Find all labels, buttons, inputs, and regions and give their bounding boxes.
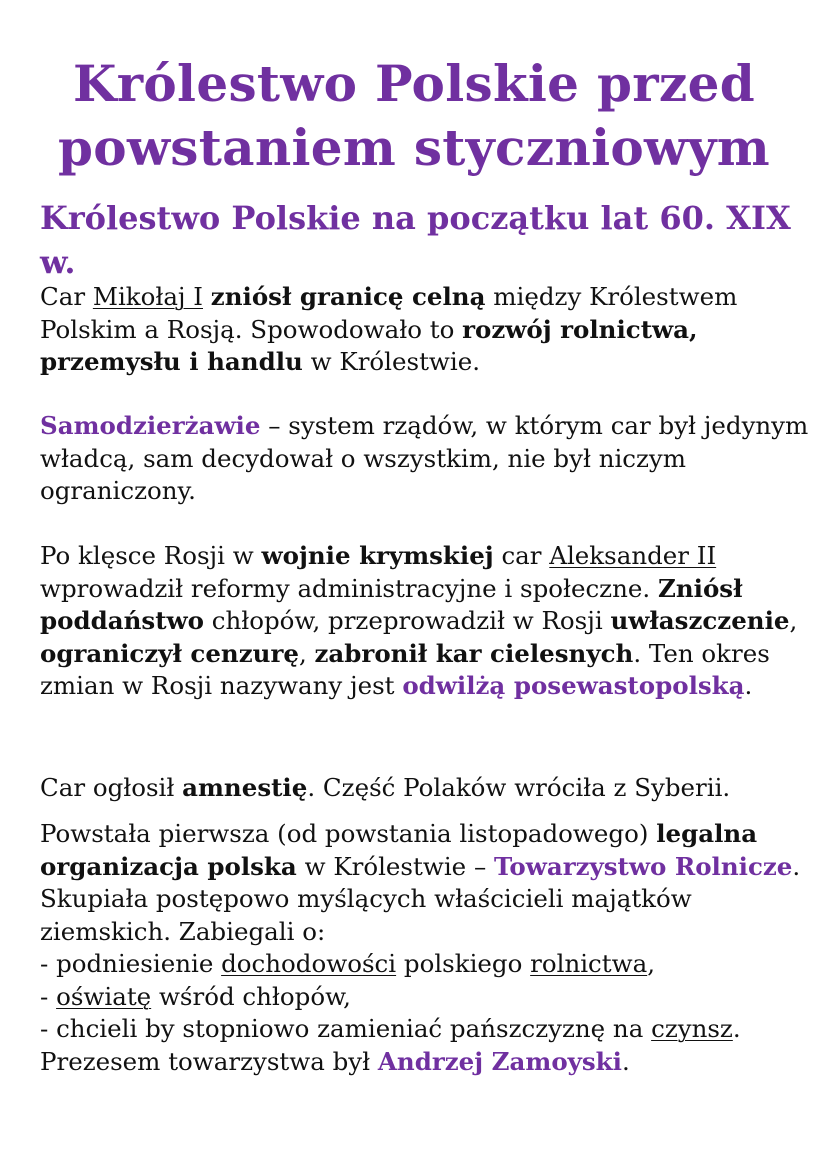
text-run <box>203 282 211 311</box>
paragraph-customs-border <box>40 281 810 379</box>
list-item <box>40 949 655 978</box>
text-run: w Królestwie. <box>302 347 481 376</box>
text-run: wśród chłopów, <box>151 981 351 1011</box>
text-run: Po klęsce Rosji w <box>40 541 262 570</box>
bold-phrase-legal-organization: legalna organizacja polska <box>40 819 758 881</box>
title-line-2: powstaniem styczniowym <box>58 118 770 177</box>
paragraph-agricultural-society <box>40 818 810 1078</box>
text-run: Car <box>40 282 93 311</box>
text-run: polskiego <box>396 949 531 978</box>
underlined-name-mikolaj: Mikołaj I <box>92 282 203 311</box>
underlined-name-aleksander: Aleksander II <box>549 541 717 570</box>
text-run: w Królestwie – <box>296 851 494 881</box>
text-run: . Skupiała postępowo myślących właścicieli majątków ziemskich. Zabiegali o: <box>40 851 801 946</box>
bold-phrase-customs-border: zniósł granicę celną <box>210 282 486 311</box>
text-run: . <box>744 671 753 700</box>
text-run: Prezesem towarzystwa był <box>40 1046 378 1076</box>
paragraph-autocracy-definition <box>40 410 810 508</box>
underlined-word: rolnictwa <box>530 949 648 978</box>
page-title <box>0 52 828 180</box>
text-run: – system rządów, w którym car był jedynym władcą, sam decydował o wszystkim, nie był niczym ograniczony. <box>40 411 809 505</box>
underlined-word: czynsz <box>651 1014 733 1043</box>
bold-phrase-censorship: ograniczył cenzurę <box>40 638 299 668</box>
text-run: Car ogłosił <box>40 773 183 802</box>
text-run: chłopów, przeprowadził w Rosji <box>203 606 611 635</box>
underlined-word: dochodowości <box>221 949 397 978</box>
bold-phrase-serfdom: Zniósł poddaństwo <box>40 573 743 635</box>
text-run: . Część Polaków wróciła z Syberii. <box>307 773 731 802</box>
text-run: car <box>493 541 550 570</box>
section-heading: Królestwo Polskie na początku lat 60. XIX w. <box>40 199 791 281</box>
text-run: , <box>647 949 655 978</box>
bold-phrase-crimean-war: wojnie krymskiej <box>261 541 494 570</box>
list-item <box>40 1014 741 1043</box>
term-samodzierzawie: Samodzierżawie <box>40 411 261 440</box>
list-item <box>40 982 351 1011</box>
text-run: . Ten okres zmian w Rosji nazywany jest <box>40 638 770 700</box>
text-run: Powstała pierwsza (od powstania listopadowego) <box>40 819 657 848</box>
text-run: , <box>789 606 798 635</box>
term-odwilz: odwilżą posewastopolską <box>402 671 745 700</box>
term-andrzej-zamoyski: Andrzej Zamoyski <box>377 1046 622 1076</box>
title-line-1: Królestwo Polskie przed <box>73 54 755 113</box>
text-run: - podniesienie <box>40 949 222 978</box>
text-run: . <box>621 1046 630 1076</box>
bold-phrase-corporal-punishment: zabronił kar cielesnych <box>314 638 634 668</box>
text-run: - chcieli by stopniowo zamieniać pańszczyznę na <box>40 1014 652 1043</box>
text-run: między Królestwem Polskim a Rosją. Spowodowało to <box>40 282 738 344</box>
text-run: - <box>40 981 57 1011</box>
paragraph-amnesty <box>40 772 810 805</box>
underlined-word: oświatę <box>56 981 152 1011</box>
bold-phrase-amnesty: amnestię <box>182 773 308 802</box>
paragraph-reforms <box>40 540 810 703</box>
text-run: , <box>298 638 315 668</box>
term-towarzystwo-rolnicze: Towarzystwo Rolnicze <box>493 851 793 881</box>
bold-phrase-enfranchisement: uwłaszczenie <box>610 606 790 635</box>
bold-phrase-development: rozwój rolnictwa, przemysłu i handlu <box>40 314 698 376</box>
text-run: . <box>732 1014 741 1043</box>
text-run: wprowadził reformy administracyjne i społeczne. <box>40 573 658 603</box>
